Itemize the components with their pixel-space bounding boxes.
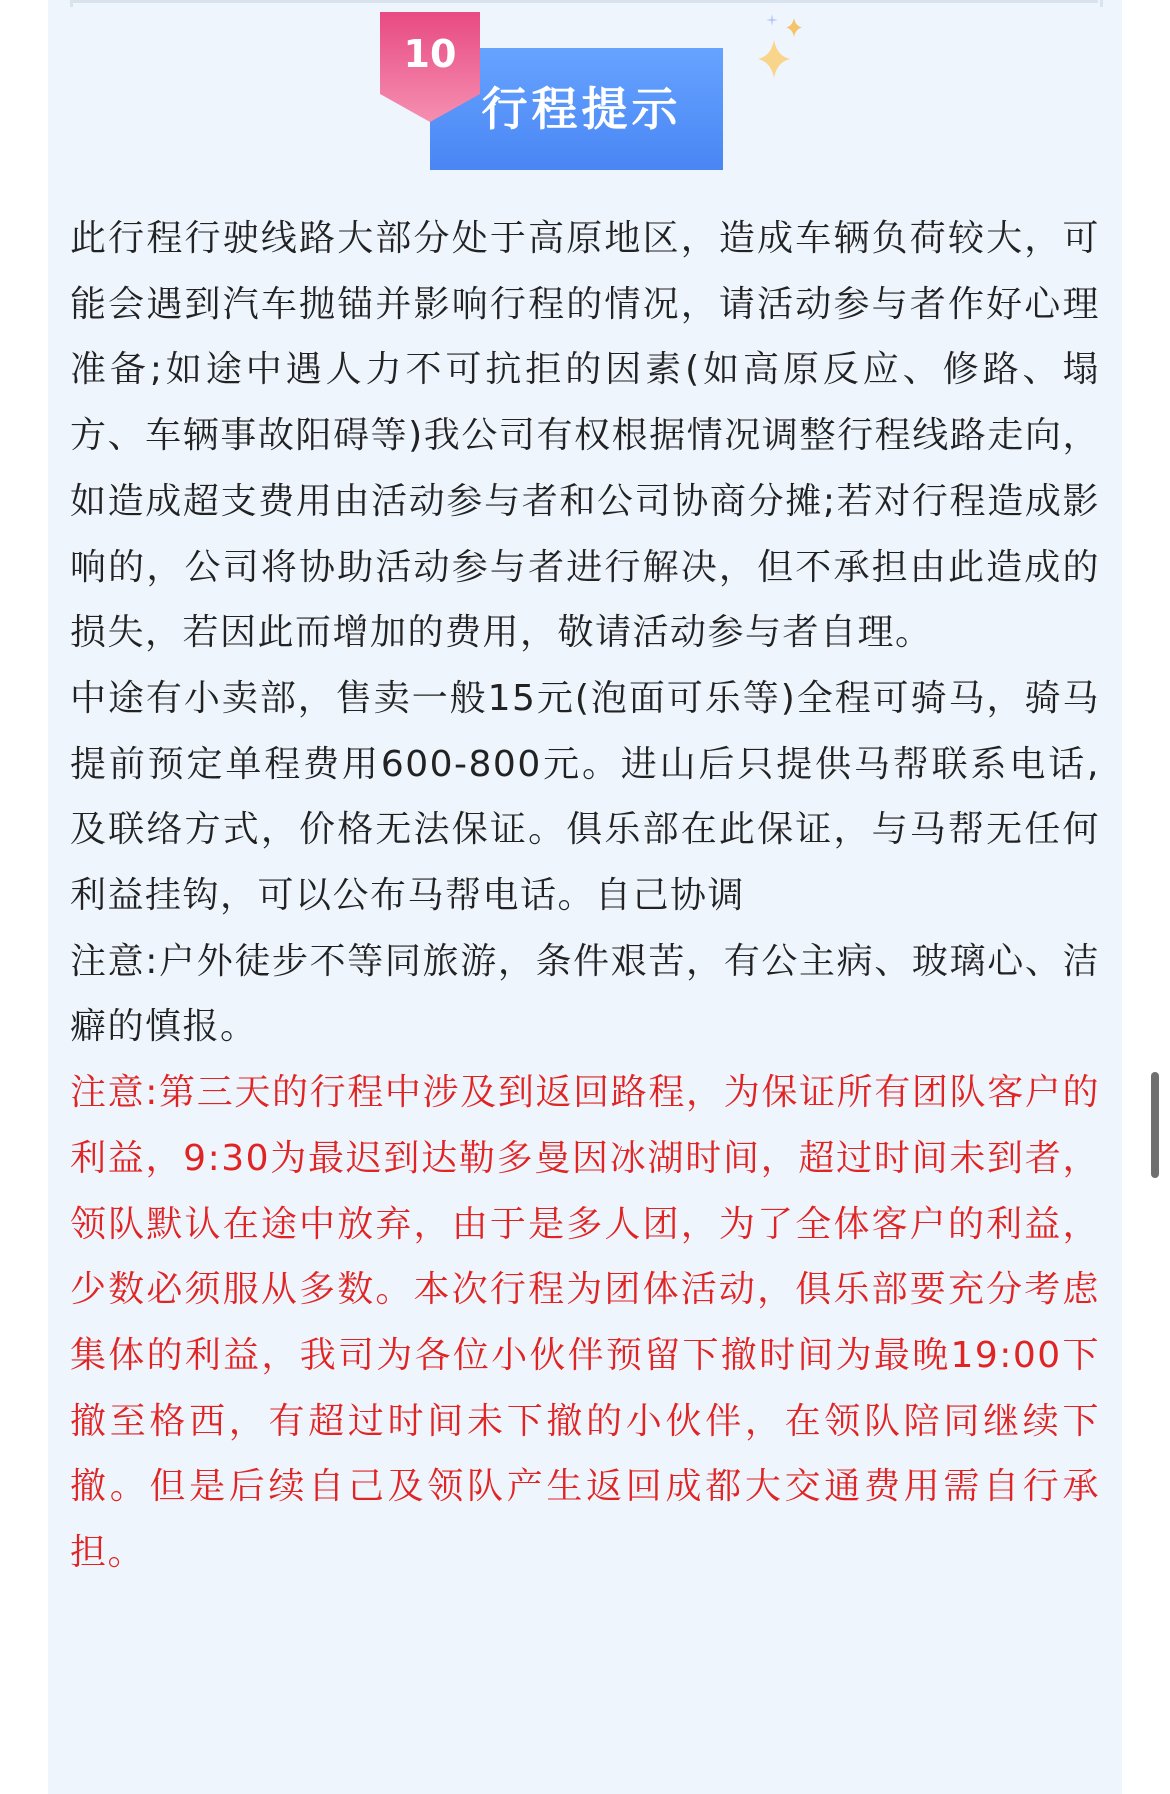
section-number: 10	[403, 32, 457, 76]
divider-tick-left	[70, 0, 73, 7]
section-header	[380, 12, 800, 172]
itinerary-notes	[70, 206, 1100, 1586]
divider-tick-right	[1100, 0, 1103, 7]
notice-paragraph-road: 此行程行驶线路大部分处于高原地区，造成车辆负荷较大，可能会遇到汽车抛锚并影响行程的情况，请活动参与者作好心理准备;如途中遇人力不可抗拒的因素(如高原反应、修路、塌方、车辆事故阳碍等)我公司有权根据情况调整行程线路走向，如造成超支费用由活动参与者和公司协商分摊;若对行程造成影响的，公司将协助活动参与者进行解决，但不承担由此造成的损失，若因此而增加的费用，敬请活动参与者自理。	[70, 218, 1100, 654]
scrollbar-thumb[interactable]	[1151, 1072, 1159, 1178]
notice-paragraph-warning: 注意:第三天的行程中涉及到返回路程，为保证所有团队客户的利益，9:30为最迟到达勒多曼因冰湖时间，超过时间未到者，领队默认在途中放弃，由于是多人团，为了全体客户的利益，少数必须服从多数。本次行程为团体活动，俱乐部要充分考虑集体的利益，我司为各位小伙伴预留下撤时间为最晚19:00下撤至格西，有超过时间未下撤的小伙伴，在领队陪同继续下撤。但是后续自己及领队产生返回成都大交通费用需自行承担。	[70, 1072, 1100, 1574]
card-top-divider	[72, 0, 1098, 3]
section-number-badge	[380, 12, 480, 122]
notice-paragraph-attention: 注意:户外徒步不等同旅游，条件艰苦，有公主病、玻璃心、洁癖的慎报。	[70, 940, 1100, 1048]
section-title: 行程提示	[481, 82, 682, 136]
notice-paragraph-shop-horse: 中途有小卖部，售卖一般15元(泡面可乐等)全程可骑马，骑马提前预定单程费用600-800元。进山后只提供马帮联系电话,及联络方式，价格无法保证。俱乐部在此保证，与马帮无任何利益挂钩，可以公布马帮电话。自己协调	[70, 677, 1100, 917]
sparkle-icon	[742, 12, 812, 92]
